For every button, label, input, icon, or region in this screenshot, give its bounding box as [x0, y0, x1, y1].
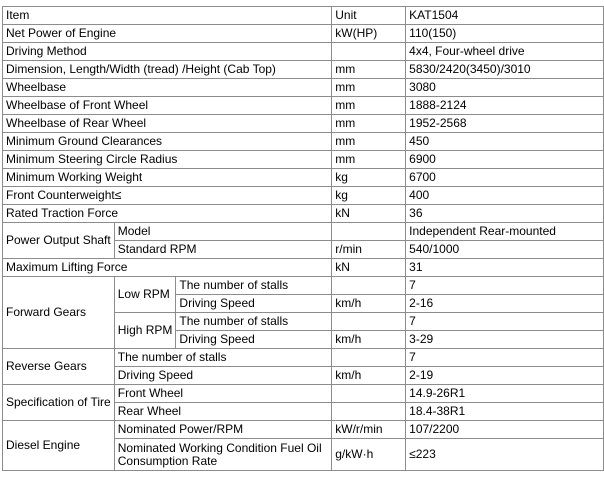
row-label: Minimum Ground Clearances [3, 133, 332, 151]
table-row [3, 151, 604, 169]
table-row [3, 187, 604, 205]
row-unit [332, 43, 406, 61]
row-value: 1952-2568 [406, 115, 604, 133]
row-label: Wheelbase of Rear Wheel [3, 115, 332, 133]
row-label: Minimum Working Weight [3, 169, 332, 187]
row-unit [332, 403, 406, 421]
row-value: 7 [406, 349, 604, 367]
row-unit: kg [332, 169, 406, 187]
sub-label: The number of stalls [114, 349, 332, 367]
row-unit: g/kW·h [332, 439, 406, 471]
sub-label: Driving Speed [114, 367, 332, 385]
row-value: 400 [406, 187, 604, 205]
table-row [3, 43, 604, 61]
row-value: 6900 [406, 151, 604, 169]
model-header: KAT1504 [406, 7, 604, 25]
table-row [3, 79, 604, 97]
row-value: 1888-2124 [406, 97, 604, 115]
sub-label: Nominated Power/RPM [114, 421, 332, 439]
row-value: ≤223 [406, 439, 604, 471]
row-unit [332, 223, 406, 241]
sub-label: Driving Speed [176, 295, 332, 313]
table-row [3, 385, 604, 403]
sub-label: Driving Speed [176, 331, 332, 349]
row-unit: kg [332, 187, 406, 205]
row-unit [332, 277, 406, 295]
row-label: Wheelbase of Front Wheel [3, 97, 332, 115]
table-row [3, 61, 604, 79]
row-unit: r/min [332, 241, 406, 259]
table-row [3, 349, 604, 367]
row-value: 36 [406, 205, 604, 223]
row-unit: kW/r/min [332, 421, 406, 439]
row-unit: mm [332, 79, 406, 97]
row-value: 5830/2420(3450)/3010 [406, 61, 604, 79]
table-row [3, 133, 604, 151]
row-value: 107/2200 [406, 421, 604, 439]
row-label: Front Counterweight≤ [3, 187, 332, 205]
sub-label: Rear Wheel [114, 403, 332, 421]
item-header: Item [3, 7, 332, 25]
row-value: 6700 [406, 169, 604, 187]
row-unit: mm [332, 115, 406, 133]
group-label-diesel-engine: Diesel Engine [3, 421, 115, 471]
row-value: 3-29 [406, 331, 604, 349]
row-value: 450 [406, 133, 604, 151]
high-rpm-label: High RPM [114, 313, 176, 349]
unit-header: Unit [332, 7, 406, 25]
row-value: 7 [406, 277, 604, 295]
row-unit: kW(HP) [332, 25, 406, 43]
table-row [3, 25, 604, 43]
row-value: Independent Rear-mounted [406, 223, 604, 241]
row-value: 2-16 [406, 295, 604, 313]
group-label-pto: Power Output Shaft [3, 223, 115, 259]
row-unit: mm [332, 133, 406, 151]
row-value: 4x4, Four-wheel drive [406, 43, 604, 61]
row-unit: mm [332, 97, 406, 115]
table-row [3, 205, 604, 223]
table-row [3, 97, 604, 115]
row-unit: mm [332, 61, 406, 79]
row-value: 110(150) [406, 25, 604, 43]
sub-label: Nominated Working Condition Fuel Oil Consumption Rate [114, 439, 332, 471]
sub-label: Front Wheel [114, 385, 332, 403]
group-label-tire: Specification of Tire [3, 385, 115, 421]
row-label: Net Power of Engine [3, 25, 332, 43]
row-label: Maximum Lifting Force [3, 259, 332, 277]
table-row [3, 115, 604, 133]
row-value: 3080 [406, 79, 604, 97]
row-label: Rated Traction Force [3, 205, 332, 223]
row-value: 540/1000 [406, 241, 604, 259]
sub-label: Model [114, 223, 332, 241]
group-label-reverse-gears: Reverse Gears [3, 349, 115, 385]
row-value: 18.4-38R1 [406, 403, 604, 421]
spec-table [2, 6, 604, 471]
sub-label: Standard RPM [114, 241, 332, 259]
row-unit: km/h [332, 295, 406, 313]
row-value: 31 [406, 259, 604, 277]
row-label: Driving Method [3, 43, 332, 61]
row-label: Minimum Steering Circle Radius [3, 151, 332, 169]
row-unit: mm [332, 151, 406, 169]
table-row [3, 421, 604, 439]
group-label-forward-gears: Forward Gears [3, 277, 115, 349]
row-unit [332, 349, 406, 367]
row-value: 14.9-26R1 [406, 385, 604, 403]
row-unit: km/h [332, 331, 406, 349]
table-row [3, 259, 604, 277]
row-unit [332, 313, 406, 331]
row-unit: kN [332, 205, 406, 223]
row-label: Wheelbase [3, 79, 332, 97]
sub-label: The number of stalls [176, 277, 332, 295]
row-label: Dimension, Length/Width (tread) /Height (Cab Top) [3, 61, 332, 79]
row-value: 7 [406, 313, 604, 331]
table-row [3, 223, 604, 241]
sub-label: The number of stalls [176, 313, 332, 331]
low-rpm-label: Low RPM [114, 277, 176, 313]
table-row [3, 169, 604, 187]
row-unit: kN [332, 259, 406, 277]
header-row [3, 7, 604, 25]
row-value: 2-19 [406, 367, 604, 385]
row-unit [332, 385, 406, 403]
row-unit: km/h [332, 367, 406, 385]
table-row [3, 277, 604, 295]
